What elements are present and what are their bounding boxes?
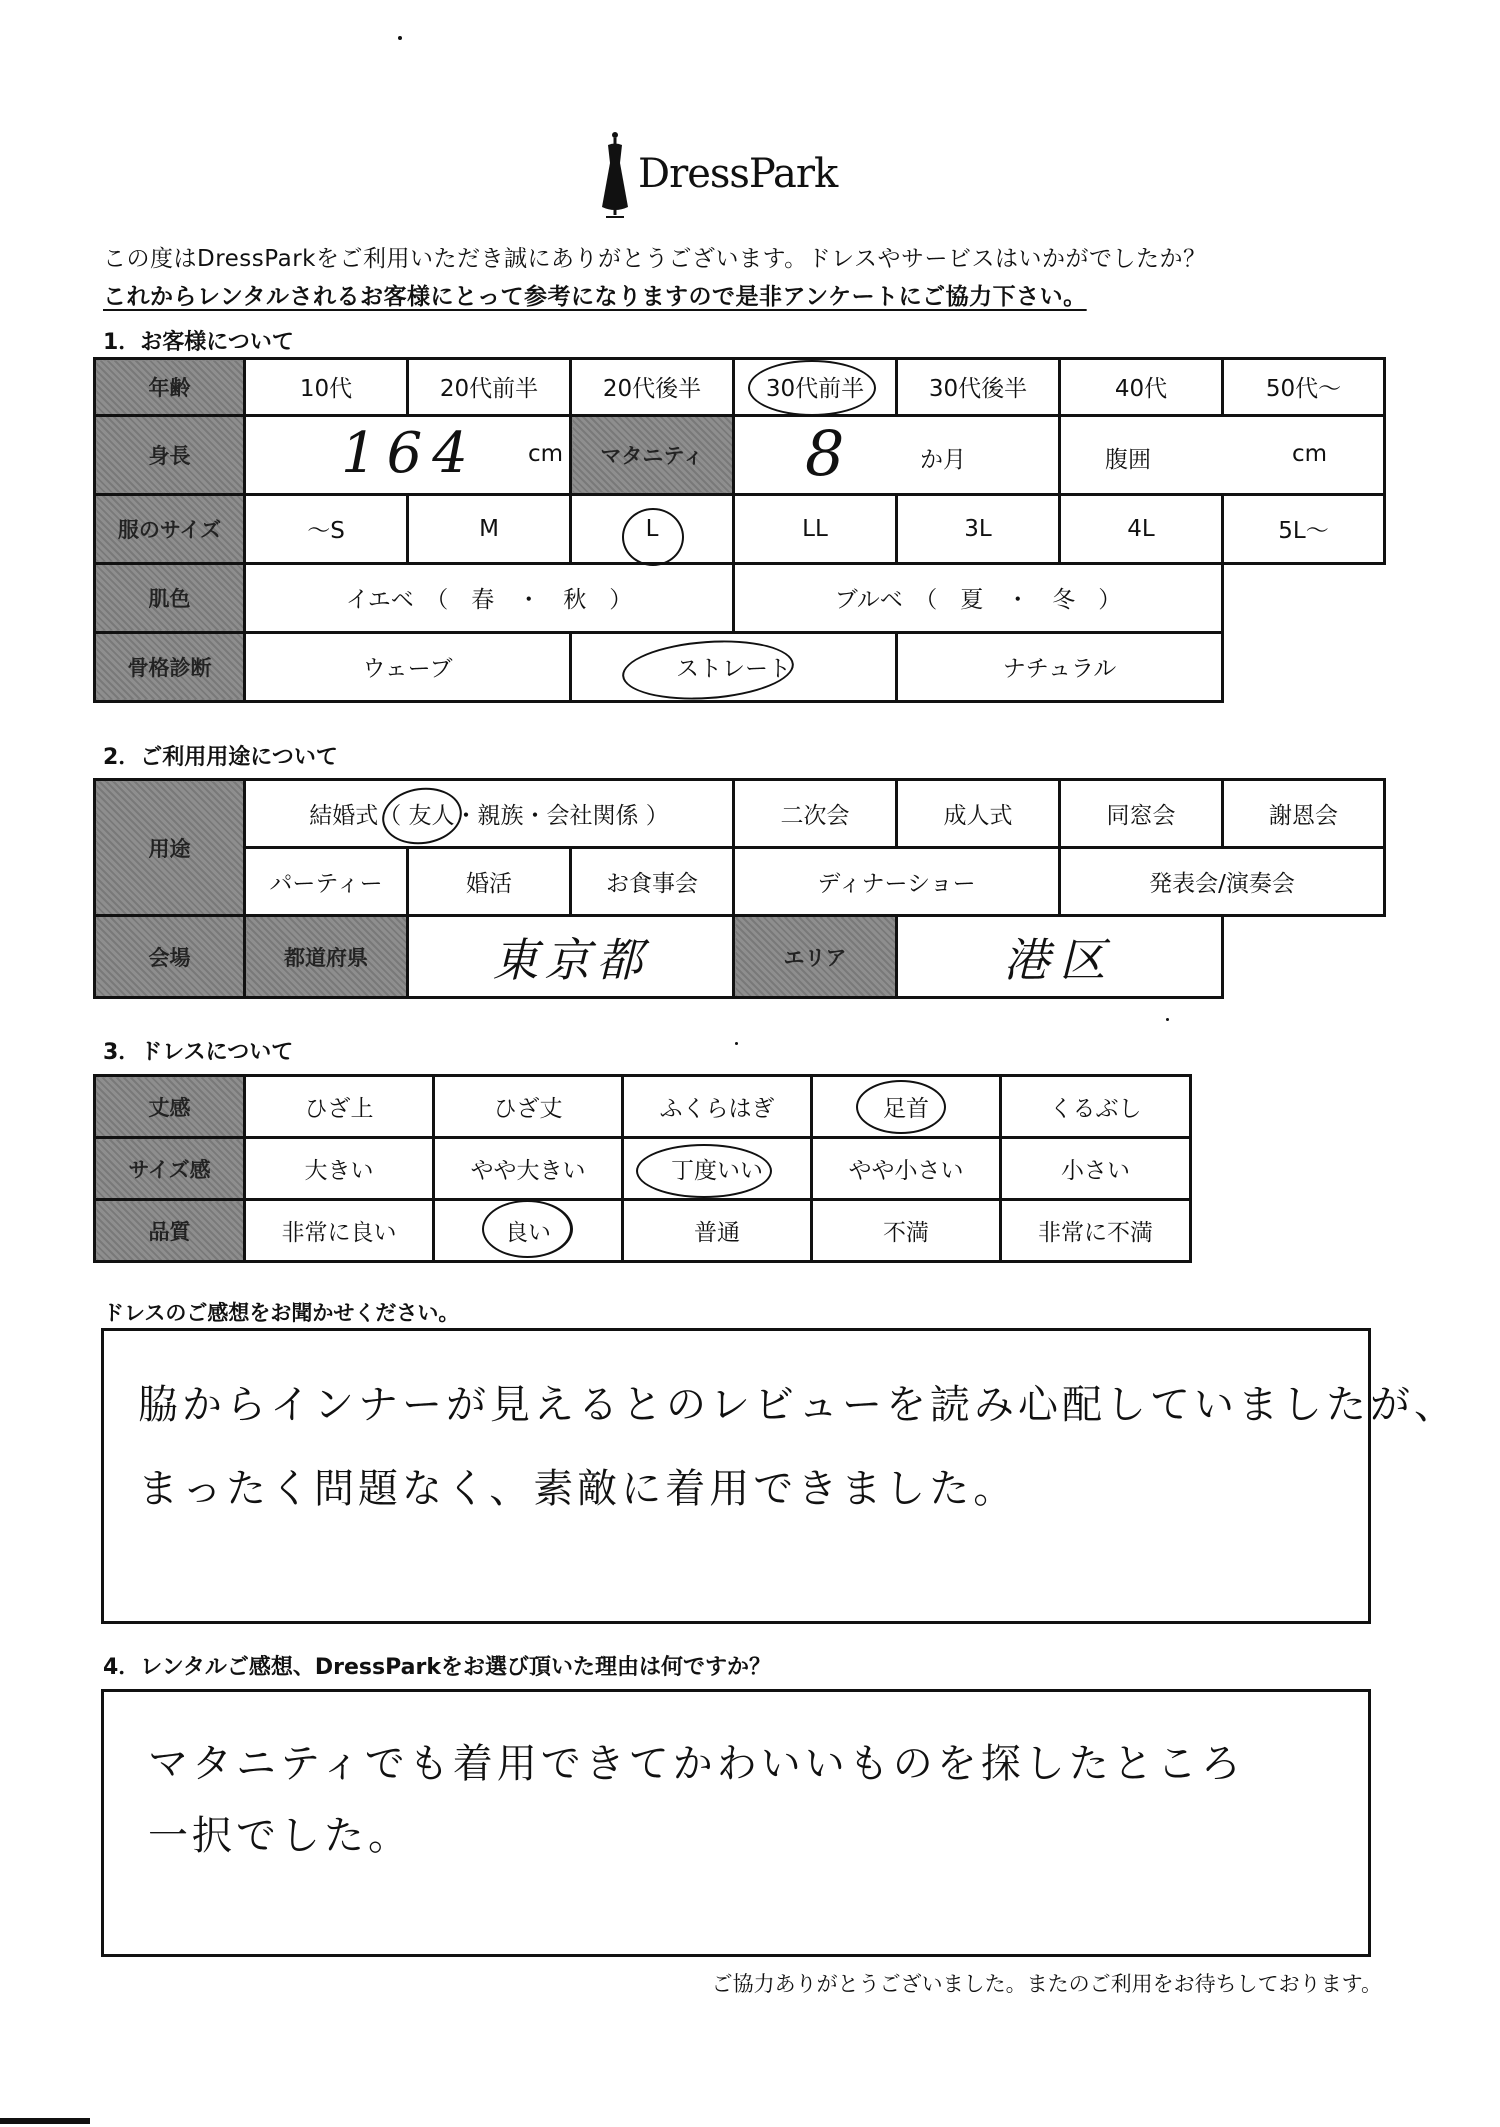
fit-option: やや大きい	[434, 1138, 623, 1200]
quality-option: 非常に良い	[245, 1200, 434, 1262]
area-handwritten: 港区	[1003, 932, 1116, 987]
selection-circle	[748, 360, 876, 416]
length-option: ひざ上	[245, 1076, 434, 1138]
age-option: 40代	[1060, 359, 1223, 416]
usage-option: お食事会	[571, 848, 734, 916]
usage-label: 用途	[95, 780, 245, 916]
size-option: ～S	[245, 494, 408, 563]
usage-option: パーティー	[245, 848, 408, 916]
size-label: 服のサイズ	[95, 494, 245, 563]
rental-comment-line: マタニティでも着用できてかわいいものを探したところ	[148, 1741, 1245, 1787]
skin-label: 肌色	[95, 563, 245, 632]
size-option-selected: L	[571, 494, 734, 563]
fit-option: 小さい	[1001, 1138, 1191, 1200]
age-option: 30代後半	[897, 359, 1060, 416]
usage-option: 二次会	[734, 780, 897, 848]
selection-circle	[482, 1200, 573, 1258]
height-value: 164	[341, 420, 478, 486]
maternity-value: 8	[805, 416, 845, 490]
size-option: 5L～	[1223, 494, 1385, 563]
frame-label: 骨格診断	[95, 632, 245, 701]
rental-comment-box	[101, 1689, 1371, 1957]
selection-circle	[622, 508, 684, 566]
frame-option: ウェーブ	[245, 632, 571, 701]
intro-line-1: この度はDressParkをご利用いただき誠にありがとうございます。ドレスやサービスはいかがでしたか？	[103, 246, 1207, 272]
age-option: 20代後半	[571, 359, 734, 416]
maternity-label: マタニティ	[571, 415, 734, 494]
skin-option: ブルベ （ 夏 ・ 冬 ）	[734, 563, 1223, 632]
dress-comment-line: 脇からインナーが見えるとのレビューを読み心配していましたが、	[138, 1382, 1458, 1428]
dress-comment-box	[101, 1328, 1458, 1624]
height-unit: cm	[527, 440, 563, 467]
age-option: 50代～	[1223, 359, 1385, 416]
fit-label: サイズ感	[95, 1138, 245, 1200]
height-label: 身長	[95, 415, 245, 494]
quality-option: 普通	[623, 1200, 812, 1262]
length-option-selected: 足首	[812, 1076, 1001, 1138]
size-option: LL	[734, 494, 897, 563]
usage-option: 婚活	[408, 848, 571, 916]
quality-option: 不満	[812, 1200, 1001, 1262]
length-option: くるぶし	[1001, 1076, 1191, 1138]
selection-circle	[856, 1080, 946, 1134]
fit-option: やや小さい	[812, 1138, 1001, 1200]
section-3-title: 3．ドレスについて	[103, 1040, 294, 1065]
brand-name: DressPark	[638, 151, 838, 197]
dress-comment-line: まったく問題なく、素敵に着用できました。	[138, 1466, 1018, 1512]
area-value	[897, 916, 1223, 998]
scan-speck	[398, 36, 402, 40]
section-1-title: 1．お客様について	[103, 330, 294, 355]
area-label: エリア	[734, 916, 897, 998]
size-option: M	[408, 494, 571, 563]
scan-speck	[735, 1042, 738, 1045]
height-cell	[245, 415, 571, 494]
age-option-selected: 30代前半	[734, 359, 897, 416]
prefecture-handwritten: 東京都	[492, 932, 649, 987]
brand-logo	[598, 128, 848, 220]
quality-label: 品質	[95, 1200, 245, 1262]
frame-option-selected: ストレート	[571, 632, 897, 701]
rental-comment-line: 一択でした。	[148, 1813, 412, 1859]
size-option: 4L	[1060, 494, 1223, 563]
maternity-unit: か月	[920, 446, 966, 473]
scan-edge	[0, 2118, 90, 2124]
length-option: ひざ丈	[434, 1076, 623, 1138]
usage-option: 謝恩会	[1223, 780, 1385, 848]
skin-option: イエベ （ 春 ・ 秋 ）	[245, 563, 734, 632]
selection-circle	[636, 1144, 772, 1198]
maternity-cell	[734, 415, 1060, 494]
prefecture-label: 都道府県	[245, 916, 408, 998]
fit-option-selected: 丁度いい	[623, 1138, 812, 1200]
size-option: 3L	[897, 494, 1060, 563]
dress-comment-prompt: ドレスのご感想をお聞かせください。	[103, 1301, 460, 1325]
footer-thanks: ご協力ありがとうございました。またのご利用をお待ちしております。	[711, 1972, 1382, 1996]
waist-unit: cm	[1291, 440, 1327, 467]
intro-line-2: これからレンタルされるお客様にとって参考になりますので是非アンケートにご協力下さい。	[103, 284, 1087, 310]
usage-option: 成人式	[897, 780, 1060, 848]
quality-option-selected: 良い	[434, 1200, 623, 1262]
scan-speck	[1166, 1018, 1169, 1021]
prefecture-value	[408, 916, 734, 998]
frame-option: ナチュラル	[897, 632, 1223, 701]
usage-option: 発表会/演奏会	[1060, 848, 1385, 916]
usage-option-wedding: 結婚式（ 友人・親族・会社関係 ）	[245, 780, 734, 848]
dress-silhouette-icon	[598, 129, 632, 219]
section-4-title: 4．レンタルご感想、DressParkをお選び頂いた理由は何ですか？	[103, 1655, 771, 1680]
age-option: 20代前半	[408, 359, 571, 416]
fit-option: 大きい	[245, 1138, 434, 1200]
usage-table	[93, 778, 1386, 999]
waist-label: 腹囲	[1105, 446, 1151, 473]
age-option: 10代	[245, 359, 408, 416]
section-2-title: 2．ご利用用途について	[103, 745, 338, 770]
usage-option: ディナーショー	[734, 848, 1060, 916]
waist-cell	[1060, 415, 1385, 494]
venue-label: 会場	[95, 916, 245, 998]
age-label: 年齢	[95, 359, 245, 416]
length-option: ふくらはぎ	[623, 1076, 812, 1138]
quality-option: 非常に不満	[1001, 1200, 1191, 1262]
usage-option: 同窓会	[1060, 780, 1223, 848]
length-label: 丈感	[95, 1076, 245, 1138]
